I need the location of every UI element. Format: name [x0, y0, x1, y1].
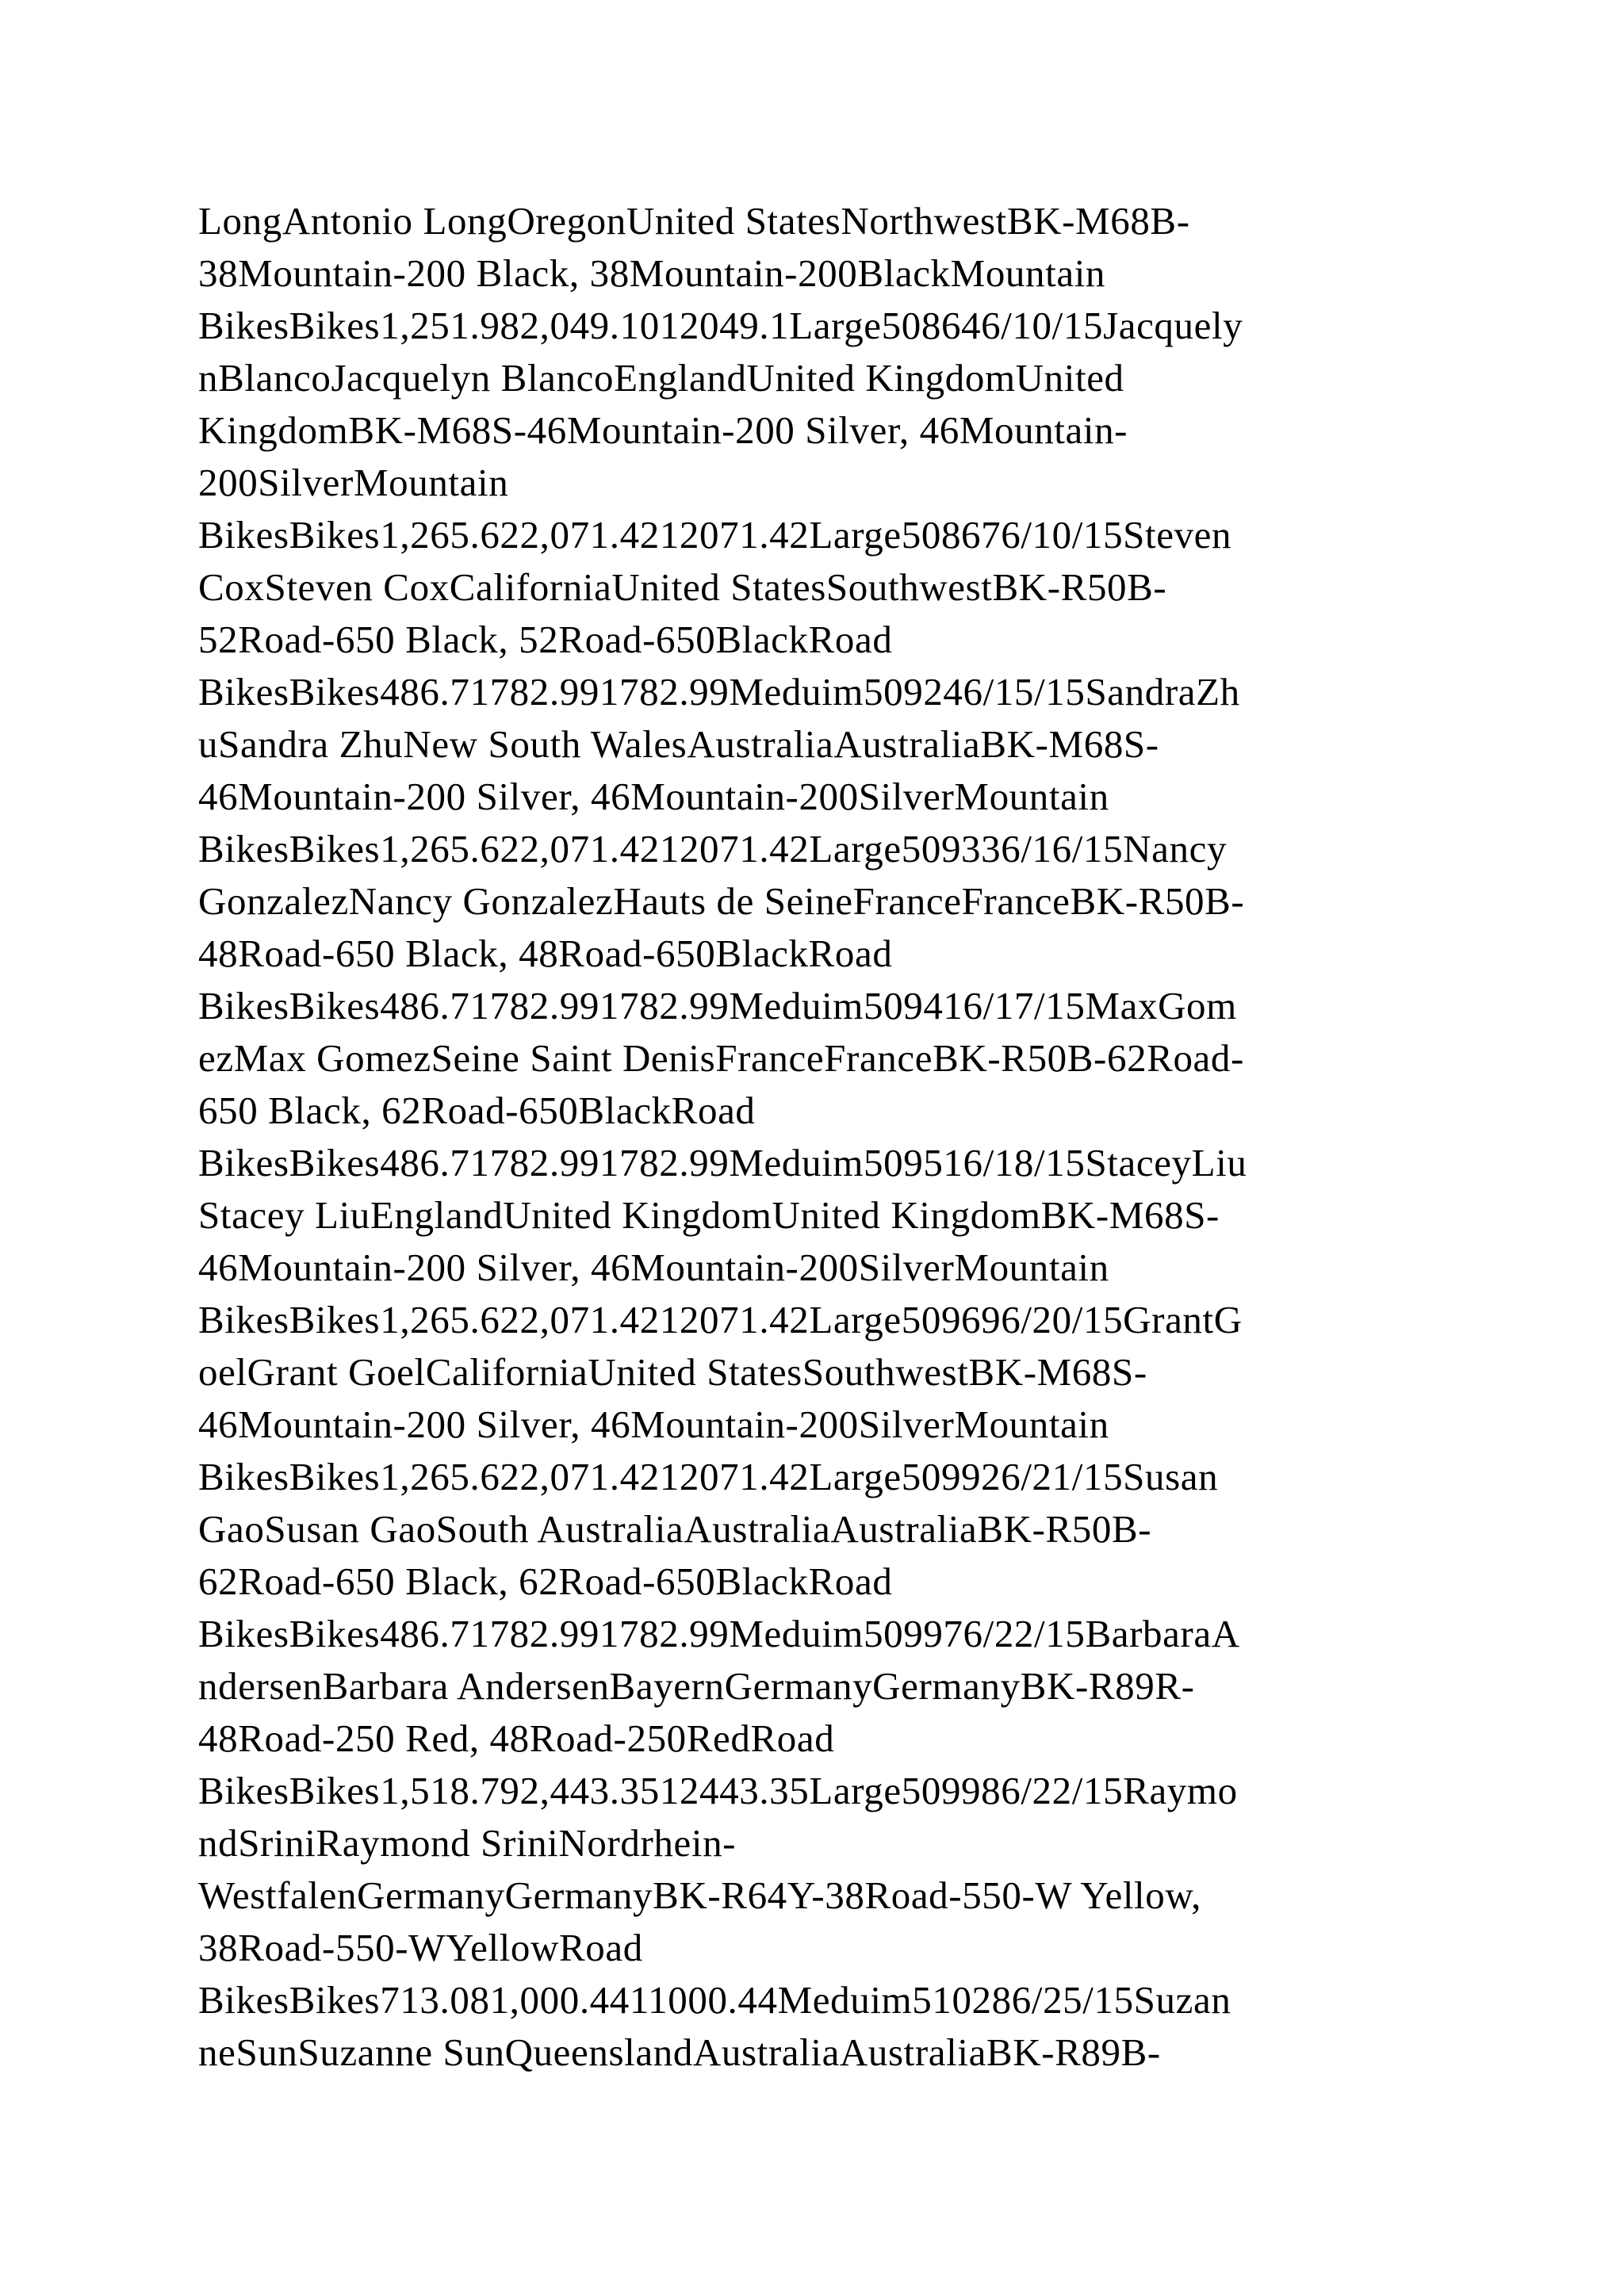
text-line: 38Mountain-200 Black, 38Mountain-200BlackMountain	[198, 251, 1106, 295]
text-line: oelGrant GoelCaliforniaUnited StatesSouthwestBK-M68S-	[198, 1350, 1147, 1394]
text-line: KingdomBK-M68S-46Mountain-200 Silver, 46Mountain-	[198, 408, 1128, 452]
text-line: 52Road-650 Black, 52Road-650BlackRoad	[198, 618, 893, 661]
text-line: GaoSusan GaoSouth AustraliaAustraliaAustraliaBK-R50B-	[198, 1507, 1152, 1551]
text-line: 46Mountain-200 Silver, 46Mountain-200SilverMountain	[198, 1402, 1109, 1446]
document-body-text	[198, 195, 1467, 2079]
text-line: 48Road-650 Black, 48Road-650BlackRoad	[198, 932, 893, 975]
text-line: 62Road-650 Black, 62Road-650BlackRoad	[198, 1559, 893, 1603]
text-line: ezMax GomezSeine Saint DenisFranceFranceBK-R50B-62Road-	[198, 1036, 1244, 1080]
text-line: GonzalezNancy GonzalezHauts de SeineFranceFranceBK-R50B-	[198, 879, 1245, 923]
text-line: 48Road-250 Red, 48Road-250RedRoad	[198, 1716, 835, 1760]
text-line: LongAntonio LongOregonUnited StatesNorthwestBK-M68B-	[198, 199, 1190, 243]
text-line: WestfalenGermanyGermanyBK-R64Y-38Road-550-W Yellow,	[198, 1873, 1202, 1917]
text-line: BikesBikes1,265.622,071.4212071.42Large508676/10/15Steven	[198, 513, 1232, 557]
text-line: BikesBikes486.71782.991782.99Meduim509416/17/15MaxGom	[198, 984, 1237, 1027]
text-line: 200SilverMountain	[198, 461, 509, 504]
text-line: BikesBikes486.71782.991782.99Meduim509516/18/15StaceyLiu	[198, 1141, 1247, 1184]
text-line: BikesBikes1,265.622,071.4212071.42Large509696/20/15GrantG	[198, 1298, 1243, 1341]
text-line: uSandra ZhuNew South WalesAustraliaAustraliaBK-M68S-	[198, 722, 1159, 766]
text-line: neSunSuzanne SunQueenslandAustraliaAustraliaBK-R89B-	[198, 2030, 1161, 2074]
text-line: 46Mountain-200 Silver, 46Mountain-200SilverMountain	[198, 1246, 1109, 1289]
text-line: ndSriniRaymond SriniNordrhein-	[198, 1821, 737, 1865]
text-line: 650 Black, 62Road-650BlackRoad	[198, 1089, 756, 1132]
text-line: CoxSteven CoxCaliforniaUnited StatesSouthwestBK-R50B-	[198, 565, 1167, 609]
text-line: Stacey LiuEnglandUnited KingdomUnited KingdomBK-M68S-	[198, 1193, 1220, 1237]
text-line: ndersenBarbara AndersenBayernGermanyGermanyBK-R89R-	[198, 1664, 1195, 1708]
text-line: 38Road-550-WYellowRoad	[198, 1926, 643, 1969]
text-line: nBlancoJacquelyn BlancoEnglandUnited KingdomUnited	[198, 356, 1124, 400]
text-line: BikesBikes1,518.792,443.3512443.35Large509986/22/15Raymo	[198, 1769, 1238, 1812]
text-line: BikesBikes1,265.622,071.4212071.42Large509336/16/15Nancy	[198, 827, 1228, 871]
text-line: BikesBikes486.71782.991782.99Meduim509246/15/15SandraZh	[198, 670, 1240, 714]
text-line: BikesBikes1,251.982,049.1012049.1Large508646/10/15Jacquely	[198, 304, 1243, 347]
text-line: BikesBikes713.081,000.4411000.44Meduim510286/25/15Suzan	[198, 1978, 1231, 2022]
text-line: BikesBikes486.71782.991782.99Meduim509976/22/15BarbaraA	[198, 1612, 1240, 1655]
text-line: BikesBikes1,265.622,071.4212071.42Large509926/21/15Susan	[198, 1455, 1219, 1498]
text-line: 46Mountain-200 Silver, 46Mountain-200SilverMountain	[198, 775, 1109, 818]
